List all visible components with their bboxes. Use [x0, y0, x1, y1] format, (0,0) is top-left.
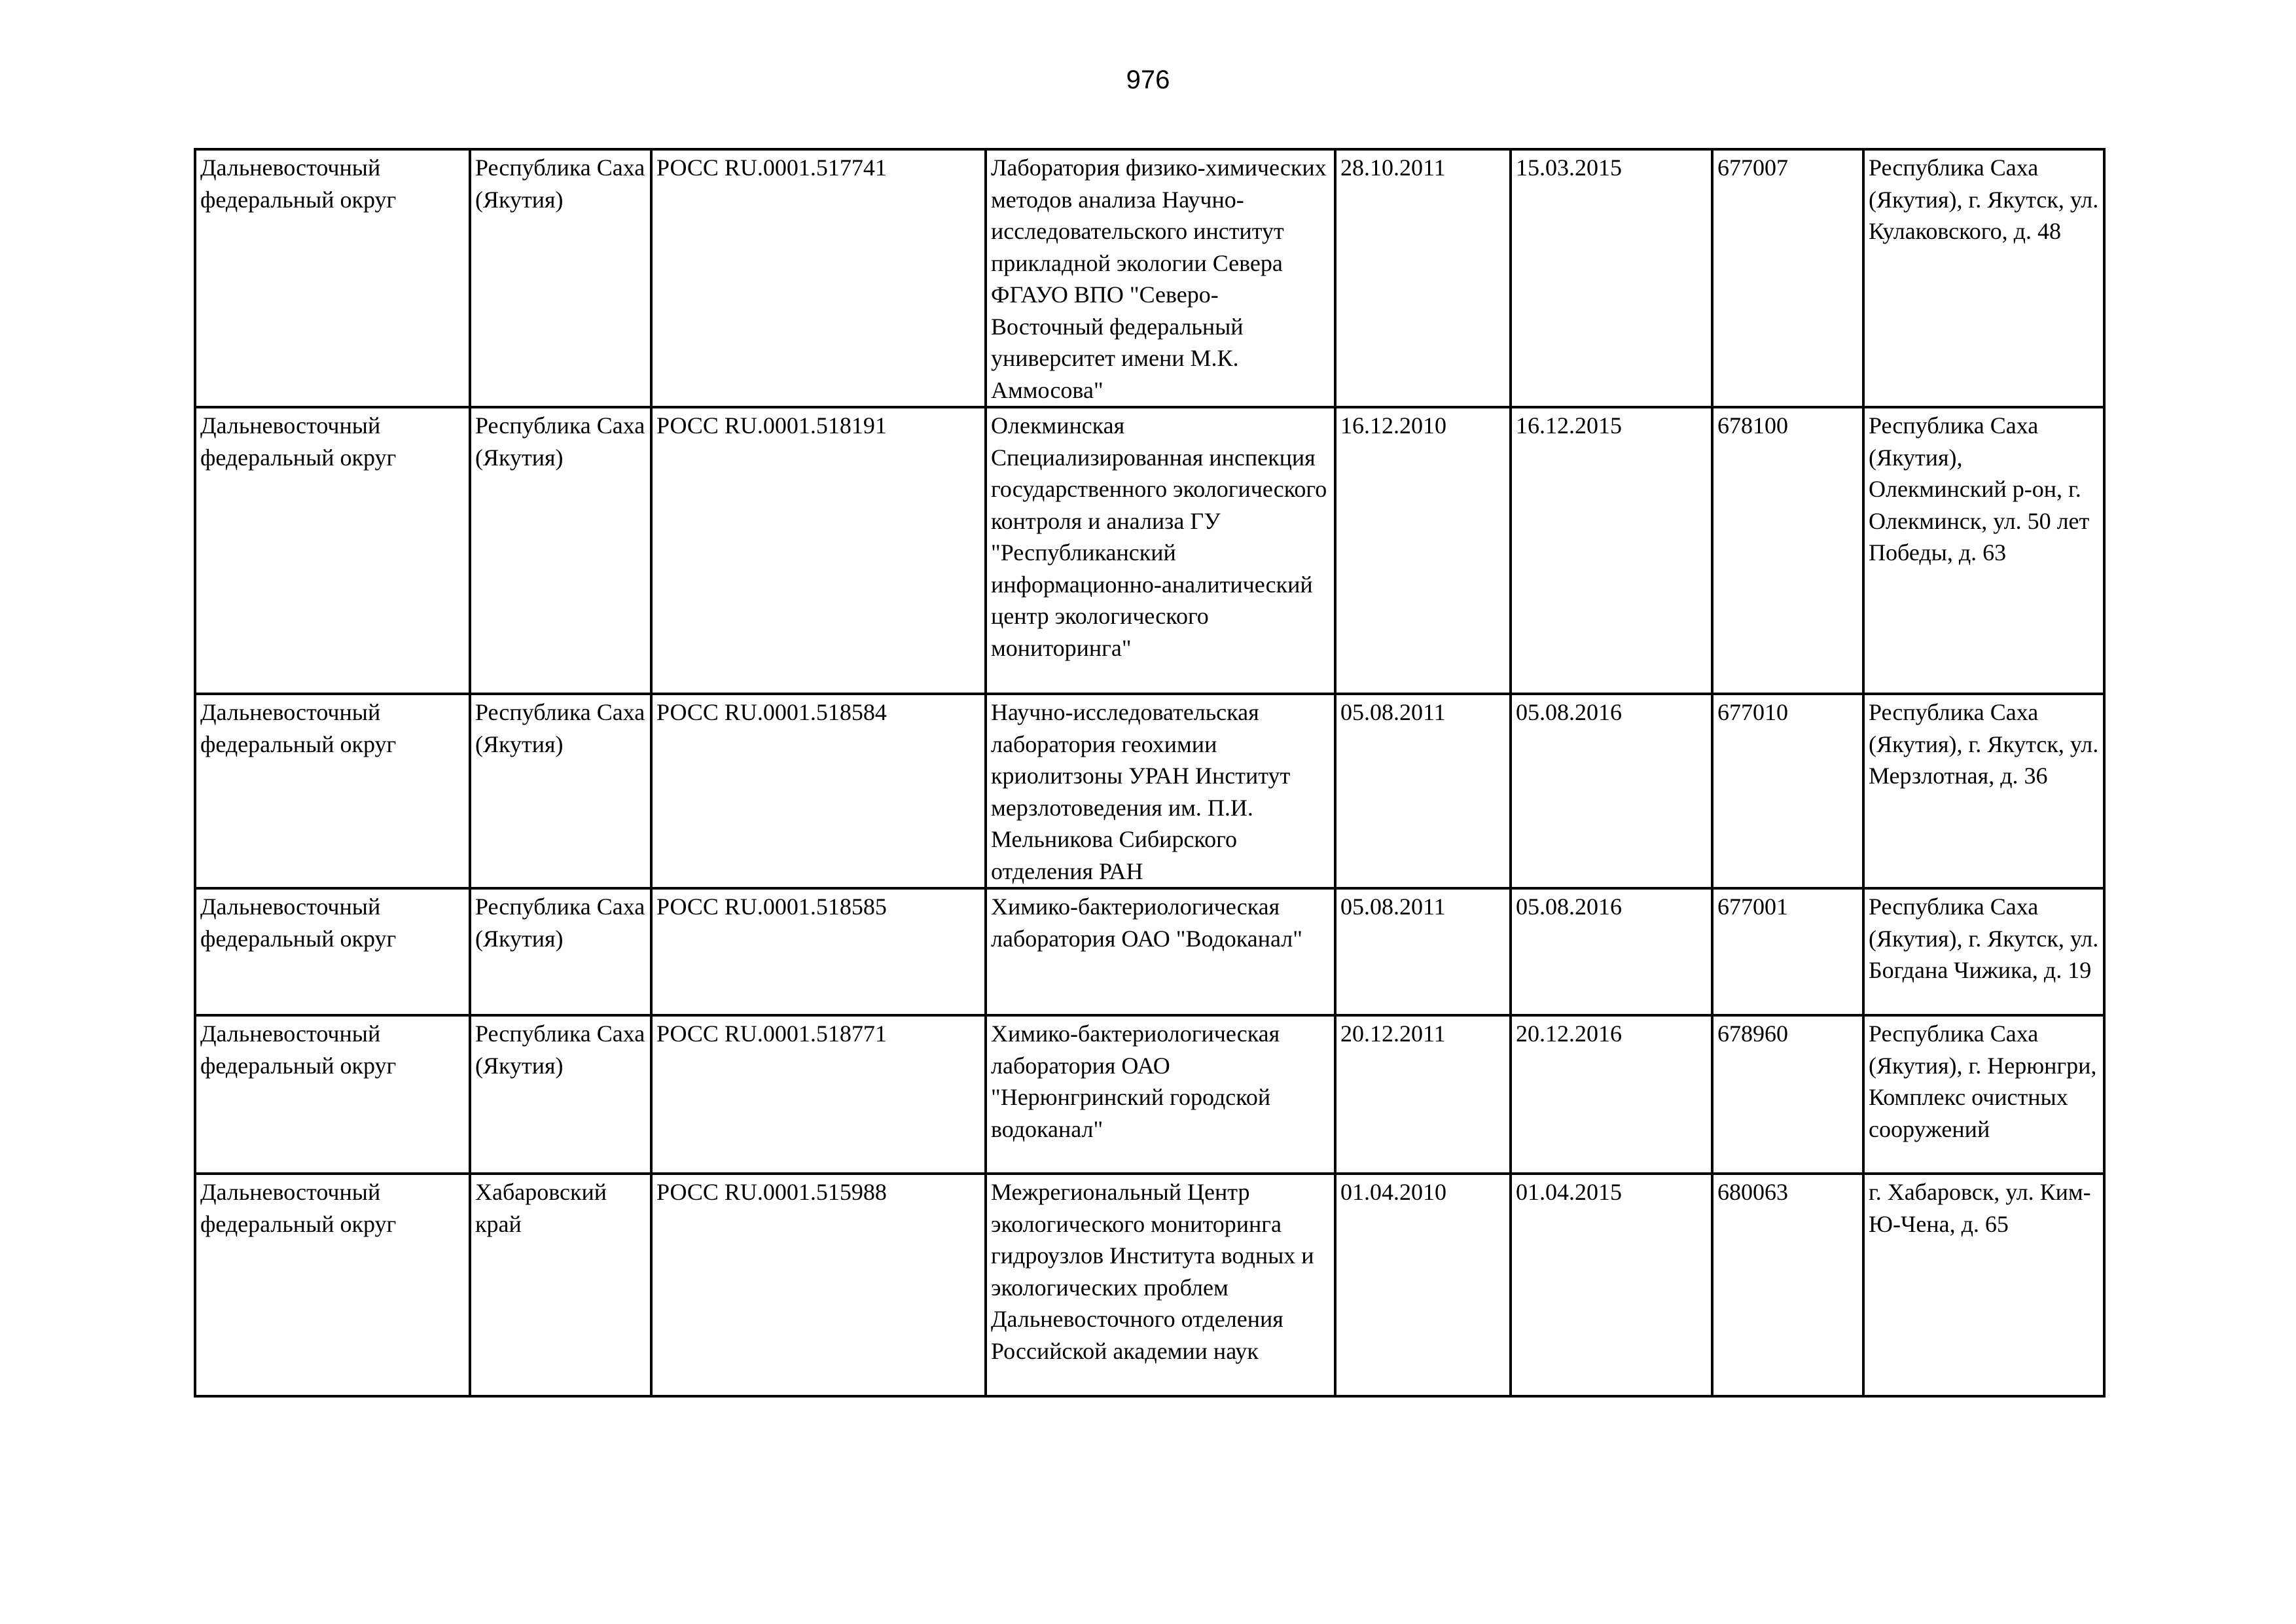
cell-date-to: 01.04.2015: [1511, 1174, 1712, 1396]
cell-federal-district: Дальневосточный федеральный округ: [195, 888, 470, 1015]
laboratory-registry-table: [194, 148, 2106, 1398]
cell-certificate-number: РОСС RU.0001.517741: [651, 149, 986, 407]
cell-region: Республика Саха (Якутия): [470, 149, 651, 407]
cell-region: Республика Саха (Якутия): [470, 888, 651, 1015]
cell-date-from: 16.12.2010: [1335, 407, 1511, 694]
table-row: [195, 1174, 2104, 1396]
cell-postcode: 677007: [1712, 149, 1863, 407]
cell-federal-district: Дальневосточный федеральный округ: [195, 1174, 470, 1396]
cell-region: Республика Саха (Якутия): [470, 1015, 651, 1174]
cell-address: Республика Саха (Якутия), г. Нерюнгри, Комплекс очистных сооружений: [1863, 1015, 2104, 1174]
cell-date-to: 05.08.2016: [1511, 888, 1712, 1015]
cell-organization: Олекминская Специализированная инспекция государственного экологического контроля и анализа ГУ "Республиканский информационно-аналитический центр экологического мониторинга": [986, 407, 1335, 694]
cell-date-from: 01.04.2010: [1335, 1174, 1511, 1396]
cell-organization: Лаборатория физико-химических методов анализа Научно-исследовательского институт прикладной экологии Севера ФГАУО ВПО "Северо-Восточный федеральный университет имени М.К. Аммосова": [986, 149, 1335, 407]
cell-postcode: 678960: [1712, 1015, 1863, 1174]
cell-organization: Межрегиональный Центр экологического мониторинга гидроузлов Института водных и экологических проблем Дальневосточного отделения Российской академии наук: [986, 1174, 1335, 1396]
cell-date-from: 20.12.2011: [1335, 1015, 1511, 1174]
cell-federal-district: Дальневосточный федеральный округ: [195, 1015, 470, 1174]
cell-address: Республика Саха (Якутия), г. Якутск, ул. Богдана Чижика, д. 19: [1863, 888, 2104, 1015]
cell-postcode: 677010: [1712, 694, 1863, 888]
cell-certificate-number: РОСС RU.0001.518584: [651, 694, 986, 888]
table-row: [195, 694, 2104, 888]
cell-certificate-number: РОСС RU.0001.518191: [651, 407, 986, 694]
page-number: 976: [1126, 65, 1170, 94]
cell-postcode: 678100: [1712, 407, 1863, 694]
cell-federal-district: Дальневосточный федеральный округ: [195, 694, 470, 888]
cell-date-to: 20.12.2016: [1511, 1015, 1712, 1174]
cell-organization: Химико-бактериологическая лаборатория ОАО "Водоканал": [986, 888, 1335, 1015]
cell-certificate-number: РОСС RU.0001.518771: [651, 1015, 986, 1174]
table-row: [195, 1015, 2104, 1174]
cell-certificate-number: РОСС RU.0001.518585: [651, 888, 986, 1015]
cell-address: Республика Саха (Якутия), г. Якутск, ул. Кулаковского, д. 48: [1863, 149, 2104, 407]
table-row: [195, 149, 2104, 407]
cell-date-from: 05.08.2011: [1335, 694, 1511, 888]
cell-region: Хабаровский край: [470, 1174, 651, 1396]
cell-address: Республика Саха (Якутия), Олекминский р-он, г. Олекминск, ул. 50 лет Победы, д. 63: [1863, 407, 2104, 694]
table-row: [195, 407, 2104, 694]
cell-organization: Научно-исследовательская лаборатория геохимии криолитзоны УРАН Институт мерзлотоведения им. П.И. Мельникова Сибирского отделения РАН: [986, 694, 1335, 888]
cell-postcode: 677001: [1712, 888, 1863, 1015]
cell-date-from: 05.08.2011: [1335, 888, 1511, 1015]
cell-address: Республика Саха (Якутия), г. Якутск, ул. Мерзлотная, д. 36: [1863, 694, 2104, 888]
cell-certificate-number: РОСС RU.0001.515988: [651, 1174, 986, 1396]
cell-federal-district: Дальневосточный федеральный округ: [195, 407, 470, 694]
cell-date-to: 16.12.2015: [1511, 407, 1712, 694]
cell-region: Республика Саха (Якутия): [470, 407, 651, 694]
cell-date-to: 15.03.2015: [1511, 149, 1712, 407]
cell-date-from: 28.10.2011: [1335, 149, 1511, 407]
cell-region: Республика Саха (Якутия): [470, 694, 651, 888]
cell-organization: Химико-бактериологическая лаборатория ОАО "Нерюнгринский городской водоканал": [986, 1015, 1335, 1174]
cell-postcode: 680063: [1712, 1174, 1863, 1396]
cell-address: г. Хабаровск, ул. Ким-Ю-Чена, д. 65: [1863, 1174, 2104, 1396]
cell-federal-district: Дальневосточный федеральный округ: [195, 149, 470, 407]
cell-date-to: 05.08.2016: [1511, 694, 1712, 888]
table-row: [195, 888, 2104, 1015]
